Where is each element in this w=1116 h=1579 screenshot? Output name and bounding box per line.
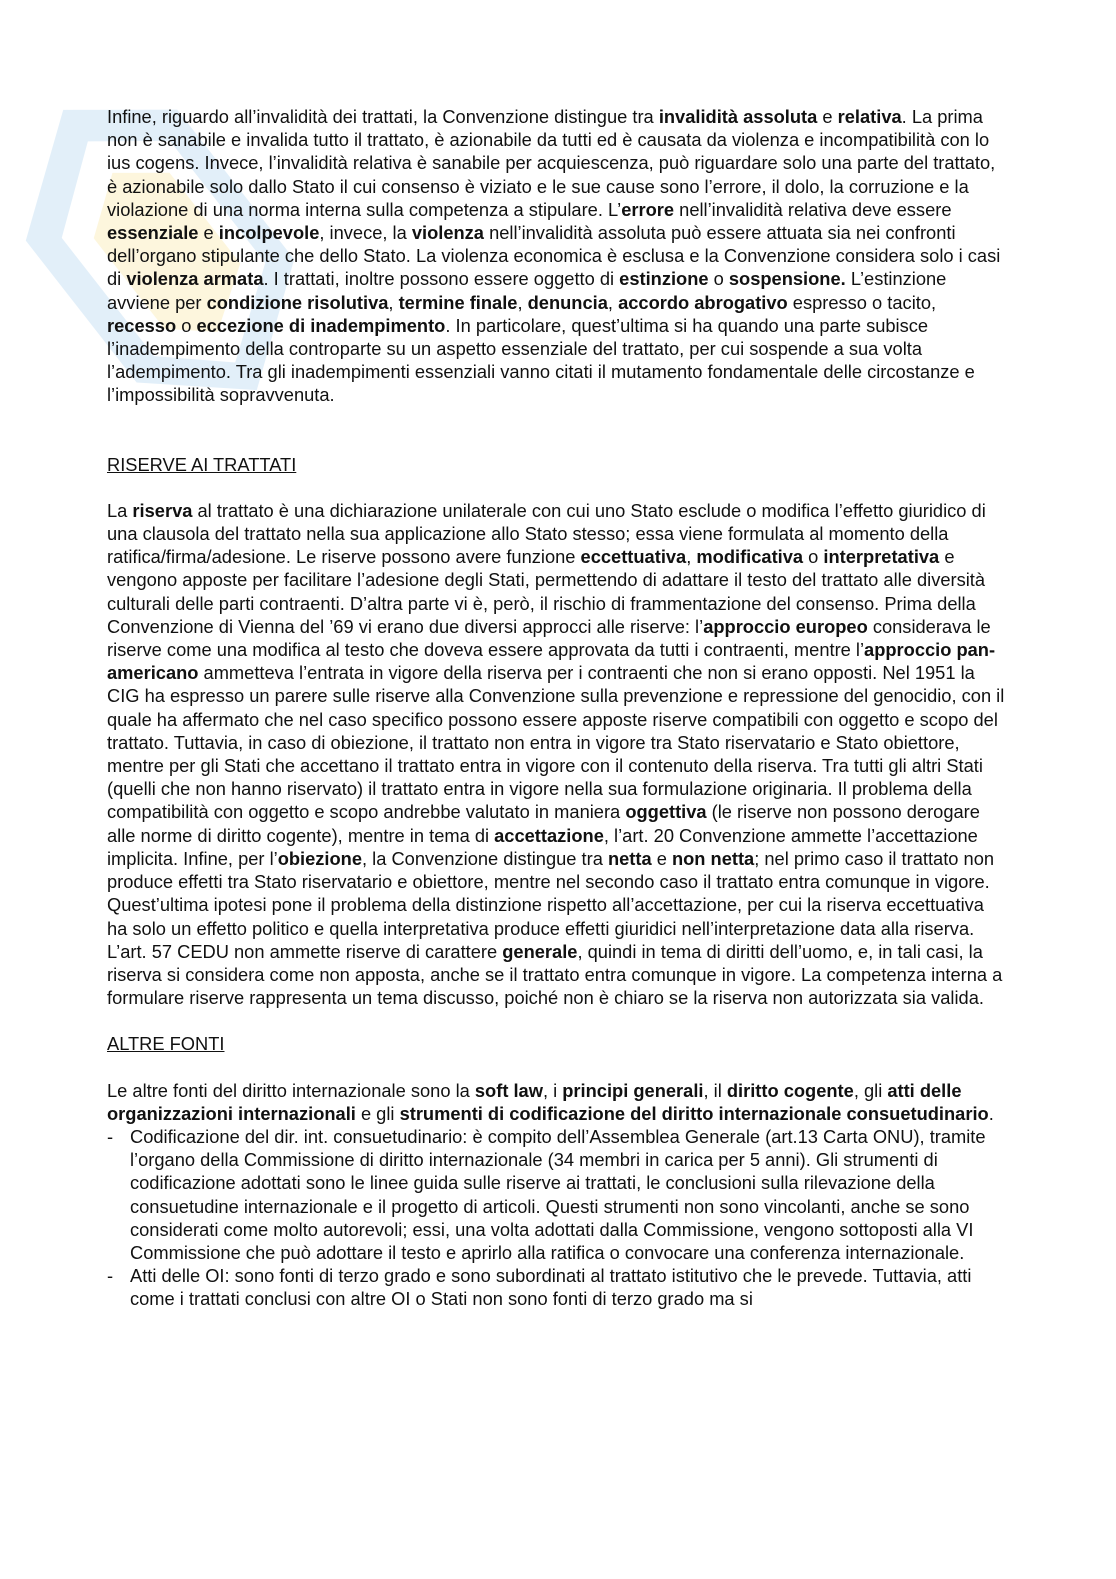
section-heading-riserve: RISERVE AI TRATTATI [107,453,297,475]
text-run: , la Convenzione distingue tra [362,847,608,869]
bold-term: sospensione. [728,268,846,290]
text-run: ammetteva l’entrata in vigore della riserva per i contraenti che non si erano opposti. Nel 1951 la CIG ha espresso un parere sulle riserve alla Convenzione sulla prevenzione e repressione del genocidio, con il quale ha affermato che nel caso specifico possono essere apposte riserve compatibili con oggetto e scopo del trattato. Tuttavia, in caso di obiezione, il trattato non entra in vigore tra Stato riservatario e Stato obiettore, mentre per gli Stati che accettano il trattato entra in vigore con il contenuto della riserva. Tra tutti gli altri Stati (quelli che non hanno riservato) il trattato entra in vigore nella sua formulazione originaria. Il problema della compatibilità con oggetto e scopo andrebbe valutato in maniera [107,662,1005,823]
bold-term: incolpevole [218,222,320,244]
bold-term: generale [502,940,578,962]
bold-term: errore [621,198,675,220]
text-run: , i [542,1079,563,1101]
text-run: o [176,314,197,336]
bold-term: violenza armata [126,268,264,290]
document-page [107,105,1007,1311]
text-run: , invece, la [319,222,412,244]
bold-term: approccio europeo [703,615,868,637]
bold-term: condizione risolutiva [206,291,389,313]
list-item-text: Codificazione del dir. int. consuetudinario: è compito dell’Assemblea Generale (art.13 Carta ONU), tramite l’organo della Commissione di diritto internazionale (34 membri in carica per 5 anni). Gli strumenti di codificazione adottati sono le linee guida sulle riserve ai trattati, le conclusioni sulla rilevazione della consuetudine internazionale e il progetto di articoli. Questi strumenti non sono vincolanti, anche se sono considerati come molto autorevoli; essi, una volta adottati dalla Commissione, vengono sottoposti alla VI Commissione che può adottare il testo e aprirlo alla ratifica o convocare una conferenza internazionale. [130,1125,986,1263]
text-run: e [198,222,219,244]
text-run: Infine, riguardo all’invalidità dei trattati, la Convenzione distingue tra [107,106,659,127]
bold-term: diritto cogente [726,1079,854,1101]
bold-term: invalidità assoluta [658,106,818,127]
bold-term: obiezione [277,847,363,869]
text-run: , [517,291,528,313]
bold-term: non netta [671,847,755,869]
text-run: , quindi in tema di diritti dell’uomo, e, in tali casi, la riserva si considera come non apposta, anche se il trattato entra comunque in vigore. La competenza interna a formulare riserve rappresenta un tema discusso, poiché non è chiaro se la riserva non autorizzata sia valida. [107,940,1003,1009]
bold-term: approccio pan-americano [107,639,996,684]
text-run: . La prima non è sanabile e invalida tutto il trattato, è azionabile da tutti ed è causata da violenza e incompatibilità con lo ius cogens. Invece, l’invalidità relativa è sanabile per acquiescenza, può riguardare solo una parte del trattato, è azionabile solo dallo Stato il cui consenso è viziato e le sue cause sono l’errore, il dolo, la corruzione e la violazione di una norma interna sulla competenza a stipulare. L’ [107,106,996,220]
paragraph-altre-fonti [107,1079,1007,1125]
text-run: . I trattati, inoltre possono essere oggetto di [263,268,620,290]
bold-term: essenziale [107,222,199,244]
bold-term: oggettiva [625,801,707,823]
text-run: nell’invalidità relativa deve essere [674,198,952,220]
text-run: considerava le riserve come una modifica al testo che doveva essere approvata da tutti i contraenti, mentre l’ [107,615,991,661]
list-dash-icon: - [107,1125,114,1147]
bold-term: atti delle organizzazioni internazionali [107,1079,962,1124]
text-run: , [686,546,697,568]
text-run: e [817,106,838,127]
list-dash-icon: - [107,1265,114,1287]
spacer [107,407,1007,453]
list-item [107,1125,1007,1264]
bold-term: recesso [107,314,177,336]
text-run: ; nel primo caso il trattato non produce effetti tra Stato riservatario e obiettore, mentre nel secondo caso il trattato entra comunque in vigore. Quest’ultima ipotesi pone il problema della distinzione rispetto all’accettazione, per cui la riserva eccettuativa ha solo un effetto politico e quella interpretativa produce effetti giuridici nell’interpretazione data alla riserva. L’art. 57 CEDU non ammette riserve di carattere [107,847,995,962]
text-run: . In particolare, quest’ultima si ha quando una parte subisce l’inadempimento della controparte su un aspetto essenziale del trattato, per cui sospende a sua volta l’adempimento. Tra gli inadempimenti essenziali vanno citati il mutamento fondamentale delle circostanze e l’impossibilità sopravvenuta. [107,314,975,406]
bold-term: riserva [132,499,193,521]
text-run: Le altre fonti del diritto internazionale sono la [107,1079,475,1101]
text-run: al trattato è una dichiarazione unilaterale con cui uno Stato esclude o modifica l’effetto giuridico di una clausola del trattato nella sua applicazione allo Stato stesso; essa viene formulata al momento della ratifica/firma/adesione. Le riserve possono avere funzione [107,499,986,568]
text-run: , il [703,1079,727,1101]
bold-term: denuncia [527,291,608,313]
text-run: . [988,1102,994,1124]
bold-term: accordo abrogativo [618,291,788,313]
section-heading-altre-fonti: ALTRE FONTI [107,1033,225,1055]
bold-term: soft law [474,1079,543,1101]
bold-term: netta [607,847,652,869]
spacer [107,1056,1007,1079]
list-item [107,1264,1007,1310]
text-run: e gli [355,1102,400,1124]
list-item-text: Atti delle OI: sono fonti di terzo grado e sono subordinati al trattato istitutivo che le prevede. Tuttavia, atti come i trattati conclusi con altre OI o Stati non sono fonti di terzo grado ma si [130,1265,972,1310]
sources-list [107,1125,1007,1311]
text-run: , gli [853,1079,888,1101]
paragraph-riserve [107,499,1007,1009]
bold-term: modificativa [696,546,804,568]
bold-term: accettazione [494,824,604,846]
spacer [107,1009,1007,1032]
text-run: , [607,291,619,313]
text-run: , l’art. 20 Convenzione ammette l’accettazione implicita. Infine, per l’ [107,824,978,869]
text-run: , [388,291,399,313]
paragraph-invalidita [107,105,1007,407]
bold-term: interpretativa [823,546,940,568]
bold-term: relativa [837,106,902,127]
bold-term: strumenti di codificazione del diritto internazionale consuetudinario [399,1102,989,1124]
bold-term: eccettuativa [580,546,687,568]
text-run: e vengono apposte per facilitare l’adesione degli Stati, permettendo di adattare il testo del trattato alle diversità culturali delle parti contraenti. D’altra parte vi è, però, il rischio di frammentazione del consenso. Prima della Convenzione di Vienna del ’69 vi erano due diversi approcci alle riserve: l’ [107,546,986,637]
bold-term: violenza [411,222,484,244]
text-run: o [803,546,824,568]
bold-term: principi generali [562,1079,704,1101]
text-run: nell’invalidità assoluta può essere attuata sia nei confronti dell’organo stipulante che dello Stato. La violenza economica è esclusa e la Convenzione considera solo i casi di [107,222,1001,290]
text-run: La [107,499,133,521]
bold-term: termine finale [398,291,518,313]
text-run: espresso o tacito, [787,291,937,313]
text-run: L’estinzione avviene per [107,268,947,313]
bold-term: eccezione di inadempimento [196,314,446,336]
text-run: (le riserve non possono derogare alle norme di diritto cogente), mentre in tema di [107,801,980,846]
text-run: e [651,847,672,869]
spacer [107,476,1007,499]
bold-term: estinzione [619,268,709,290]
text-run: o [708,268,729,290]
